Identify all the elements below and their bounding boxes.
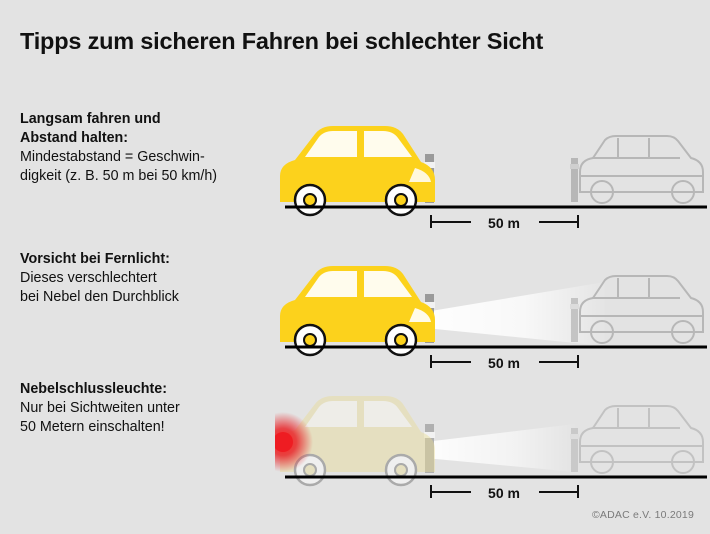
panel-rearfog-scene	[275, 380, 710, 500]
panel-highbeam-body-line1: Dieses verschlechtert	[20, 270, 157, 286]
panel-rearfog-caption	[20, 380, 278, 437]
panel-rearfog-heading-line1: Nebelschlussleuchte:	[20, 381, 167, 397]
guide-post-far	[570, 428, 579, 472]
panel-highbeam-heading-line1: Vorsicht bei Fernlicht:	[20, 251, 170, 267]
page-title: Tipps zum sicheren Fahren bei schlechter Sicht	[20, 28, 544, 54]
distance-label: 50 m	[488, 215, 520, 230]
distance-label: 50 m	[488, 355, 520, 370]
panel-rearfog-body-line1: Nur bei Sichtweiten unter	[20, 400, 180, 416]
panel-distance-heading-line2: Abstand halten:	[20, 130, 129, 146]
guide-post-far	[570, 298, 579, 342]
distance-label: 50 m	[488, 485, 520, 500]
panel-distance-body-line1: Mindestabstand = Geschwin-	[20, 149, 205, 165]
ghost-car	[580, 136, 703, 203]
guide-post-far	[570, 158, 579, 202]
panel-distance-caption	[20, 110, 278, 186]
yellow-car	[280, 126, 435, 215]
panel-highbeam-scene	[275, 250, 710, 370]
headlight-beam-narrow	[425, 424, 575, 472]
panel-highbeam-body-line2: bei Nebel den Durchblick	[20, 289, 179, 305]
panel-distance-scene	[275, 110, 710, 230]
panel-highbeam-caption	[20, 250, 278, 307]
ghost-car	[580, 406, 703, 473]
panel-highbeam	[0, 250, 710, 370]
panel-distance	[0, 110, 710, 230]
panel-distance-heading-line1: Langsam fahren und	[20, 111, 161, 127]
copyright-credit: ©ADAC e.V. 10.2019	[591, 509, 694, 521]
panel-rearfog-body-line2: 50 Metern einschalten!	[20, 419, 165, 435]
panel-distance-body-line2: digkeit (z. B. 50 m bei 50 km/h)	[20, 168, 218, 184]
yellow-car	[280, 266, 435, 355]
panel-rearfog	[0, 380, 710, 500]
